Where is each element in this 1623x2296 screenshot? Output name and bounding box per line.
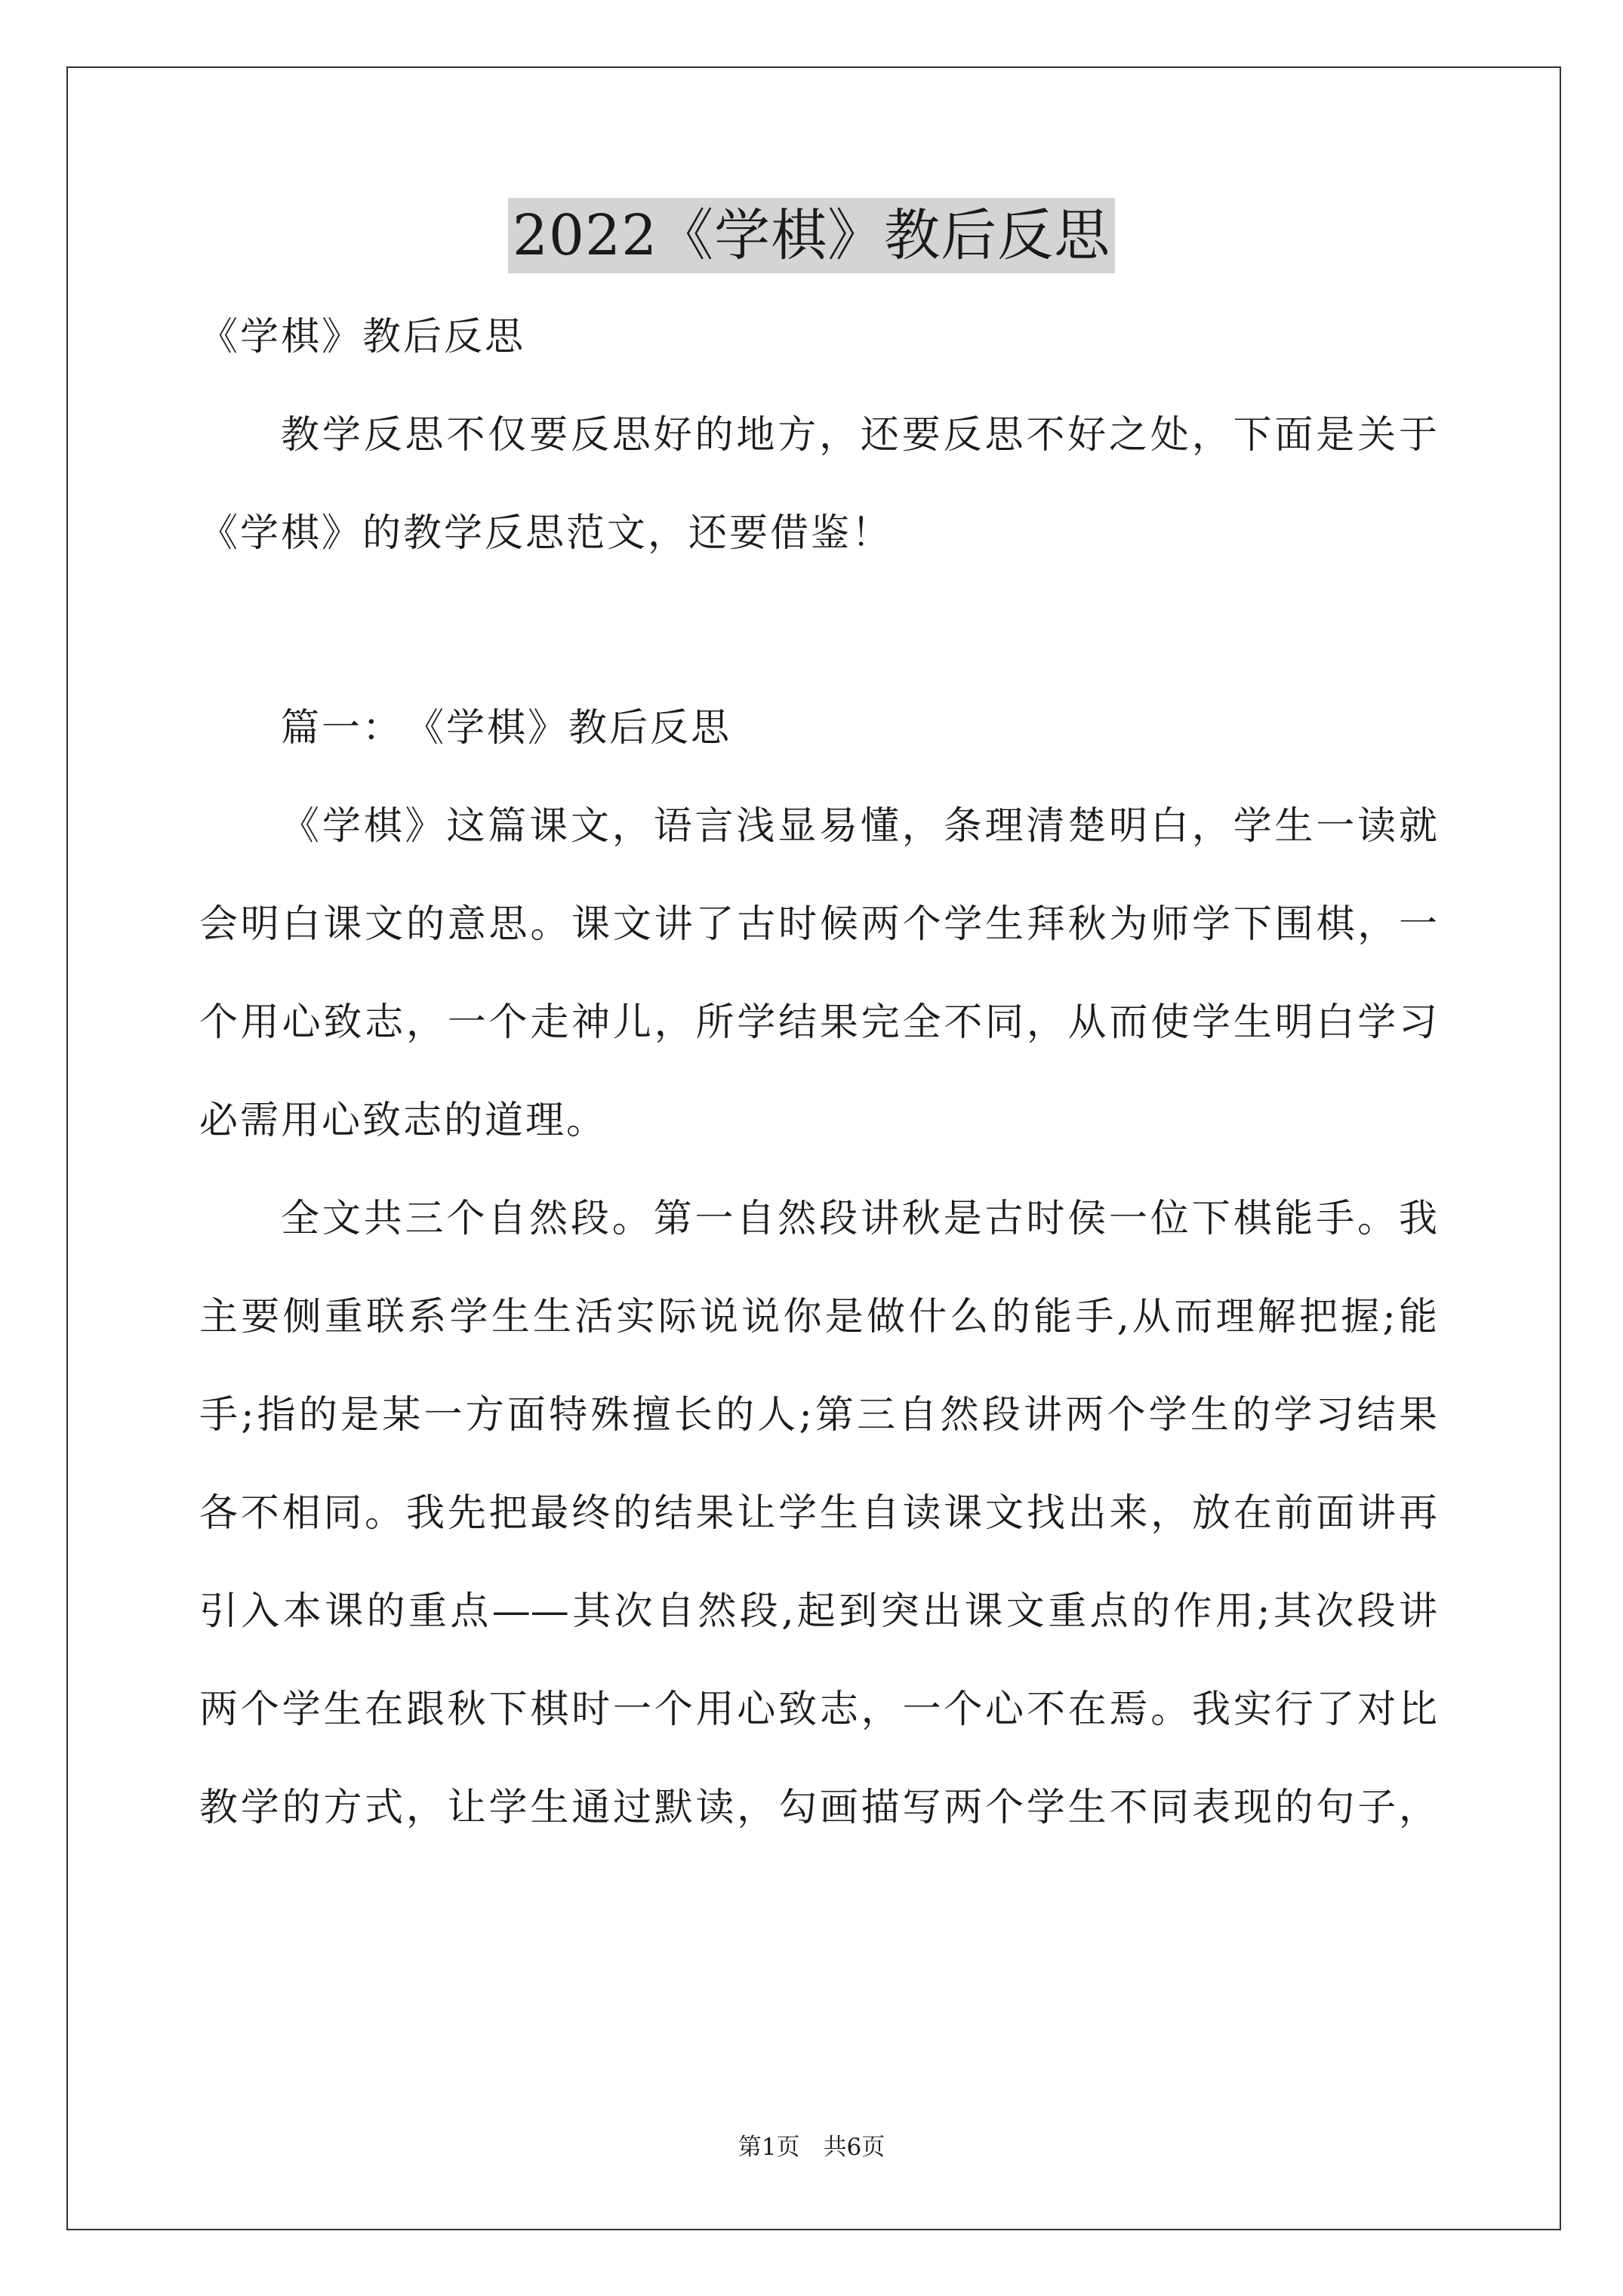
- paragraph-line: 主要侧重联系学生生活实际说说你是做什么的能手,从而理解把握;能: [199, 1295, 1437, 1339]
- paragraph-line: 个用心致志，一个走神儿，所学结果完全不同，从而使学生明白学习: [199, 1000, 1437, 1045]
- document-title: 2022《学棋》教后反思: [508, 198, 1115, 273]
- page-footer: 第1页 共6页: [738, 2134, 885, 2161]
- paragraph-line: 各不相同。我先把最终的结果让学生自读课文找出来，放在前面讲再: [199, 1491, 1437, 1536]
- title-area: [0, 198, 1623, 273]
- paragraph-line: 必需用心致志的道理。: [199, 1099, 608, 1143]
- paragraph-line: 手;指的是某一方面特殊擅长的人;第三自然段讲两个学生的学习结果: [199, 1393, 1437, 1438]
- document-body: [199, 313, 1437, 1832]
- intro-line: 《学棋》的教学反思范文，还要借鉴！: [199, 511, 893, 556]
- document-subtitle: 《学棋》教后反思: [199, 315, 526, 359]
- paragraph-line: 教学的方式，让学生通过默读，勾画描写两个学生不同表现的句子，: [199, 1786, 1437, 1830]
- section-heading: 篇一： 《学棋》教后反思: [281, 706, 732, 750]
- intro-line: 教学反思不仅要反思好的地方，还要反思不好之处，下面是关于: [281, 413, 1437, 458]
- paragraph-line: 引入本课的重点——其次自然段,起到突出课文重点的作用;其次段讲: [199, 1589, 1437, 1634]
- paragraph-line: 全文共三个自然段。第一自然段讲秋是古时侯一位下棋能手。我: [281, 1197, 1437, 1241]
- paragraph-line: 两个学生在跟秋下棋时一个用心致志，一个心不在焉。我实行了对比: [199, 1687, 1437, 1732]
- paragraph-line: 会明白课文的意思。课文讲了古时候两个学生拜秋为师学下围棋，一: [199, 902, 1437, 947]
- paragraph-line: 《学棋》这篇课文，语言浅显易懂，条理清楚明白，学生一读就: [281, 804, 1437, 849]
